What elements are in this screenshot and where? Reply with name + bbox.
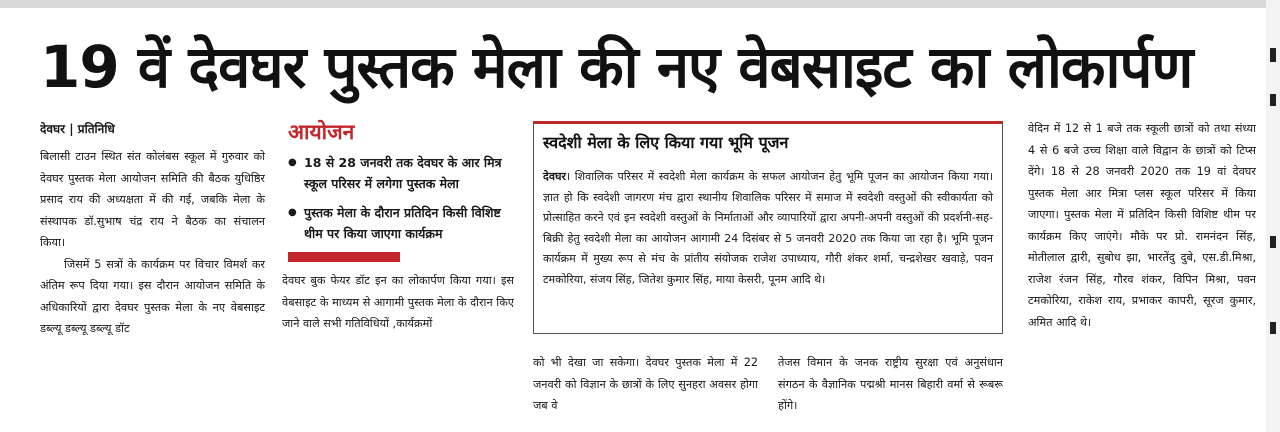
column-1 (40, 118, 265, 428)
headline: 19 वें देवघर पुस्तक मेला की नए वेबसाइट का लोकार्पण (40, 33, 1193, 101)
boxed-story (533, 121, 1003, 334)
column-1-paragraph-2: जिसमें 5 सत्रों के कार्यक्रम पर विचार विमर्श कर अंतिम रूप दिया गया। इस दौरान आयोजन समिति के अधिकारियों द्वारा देवघर पुस्तक मेला के नए वेबसाइट डब्ल्यू डब्ल्यू डब्ल्यू डॉट (40, 257, 265, 335)
column-3-text: को भी देखा जा सकेगा। देवघर पुस्तक मेला में 22 जनवरी को विज्ञान के छात्रों के लिए सुनहरा अवसर होगा जब वे (533, 356, 758, 412)
sidebar-column (282, 118, 514, 428)
sidebar-bullet: ● 18 से 28 जनवरी तक देवघर के आर मित्र स्कूल परिसर में लगेगा पुस्तक मेला (282, 152, 514, 194)
column-5 (1028, 118, 1256, 428)
box-lead: देवघर (543, 170, 566, 183)
column-3 (533, 352, 758, 428)
column-1-paragraph-1: बिलासी टाउन स्थित संत कोलंबस स्कूल में गुरुवार को देवघर पुस्तक मेला आयोजन समिति की बैठक युधिष्ठिर प्रसाद राय की अध्यक्षता में की गई, जबकि मेला के संस्थापक डॉ.सुभाष चंद्र राय ने बैठक का संचालन किया। (40, 150, 265, 249)
sidebar-continuation: देवघर बुक फेयर डॉट इन का लोकार्पण किया गया। इस वेबसाइट के माध्यम से आगामी पुस्तक मेला के दौरान किए जाने वाले सभी गतिविधियों ,कार्यक्रमों (282, 274, 514, 330)
box-title: स्वदेशी मेला के लिए किया गया भूमि पूजन (543, 133, 789, 152)
adjacent-page-edge (1266, 0, 1280, 432)
sidebar-title: आयोजन (288, 120, 355, 144)
column-4 (778, 352, 1003, 428)
column-5-text: वेदिन में 12 से 1 बजे तक स्कूली छात्रों को तथा संध्या 4 से 6 बजे उच्च शिक्षा वाले विद्वान के छात्रों को टिप्स देंगे। 18 से 28 जनवरी 2020 तक 19 वां देवघर पुस्तक मेला आर मित्रा प्लस स्कूल परिसर में किया जाएगा। पुस्तक मेला में प्रतिदिन किसी विशिष्ट थीम पर कार्यक्रम किए जाएंगे। मौके पर प्रो. रामनंदन सिंह, मोतीलाल द्वारी, सुबोध झा, भारतेंदु दुबे, एस.डी.मिश्रा, राजेश रंजन सिंह, गौरव शंकर, विपिन मिश्रा, पवन टमकोरिया, राकेश राय, प्रभाकर कापरी, सूरज कुमार, अमित आदि थे। (1028, 122, 1256, 329)
dateline: देवघर | प्रतिनिधि (40, 122, 115, 136)
red-divider (288, 252, 400, 262)
sidebar-bullets (282, 152, 514, 244)
box-text: । शिवालिक परिसर में स्वदेशी मेला कार्यक्रम के सफल आयोजन हेतु भूमि पूजन का आयोजन किया गया। ज्ञात हो कि स्वदेशी जागरण मंच द्वारा स्थानीय शिवालिक परिसर में समाज में स्वदेशी वस्तुओं की स्वीकार्यता को प्रोत्साहित करने एवं इन स्वदेशी वस्तुओं के निर्माताओं और व्यापारियों द्वारा अपनी-अपनी वस्तुओं की प्रदर्शनी-सह-बिक्री हेतु स्वदेशी मेला का आयोजन आगामी 24 दिसंबर से 5 जनवरी 2020 तक किया जा रहा है। भूमि पूजन कार्यक्रम में मुख्य रूप से मंच के प्रांतीय संयोजक राजेश उपाध्याय, गौरी शंकर शर्मा, चन्द्रशेखर खवाड़े, पवन टमकोरिया, संजय सिंह, जितेश कुमार सिंह, माया केसरी, पूनम आदि थे। (543, 170, 993, 286)
column-4-text: तेजस विमान के जनक राष्ट्रीय सुरक्षा एवं अनुसंधान संगठन के वैज्ञानिक पद्मश्री मानस बिहारी वर्मा से रूबरू होंगे। (778, 356, 1003, 412)
sidebar-bullet: ● पुस्तक मेला के दौरान प्रतिदिन किसी विशिष्ट थीम पर किया जाएगा कार्यक्रम (282, 202, 514, 244)
top-strip (0, 0, 1280, 8)
box-body (543, 167, 993, 290)
